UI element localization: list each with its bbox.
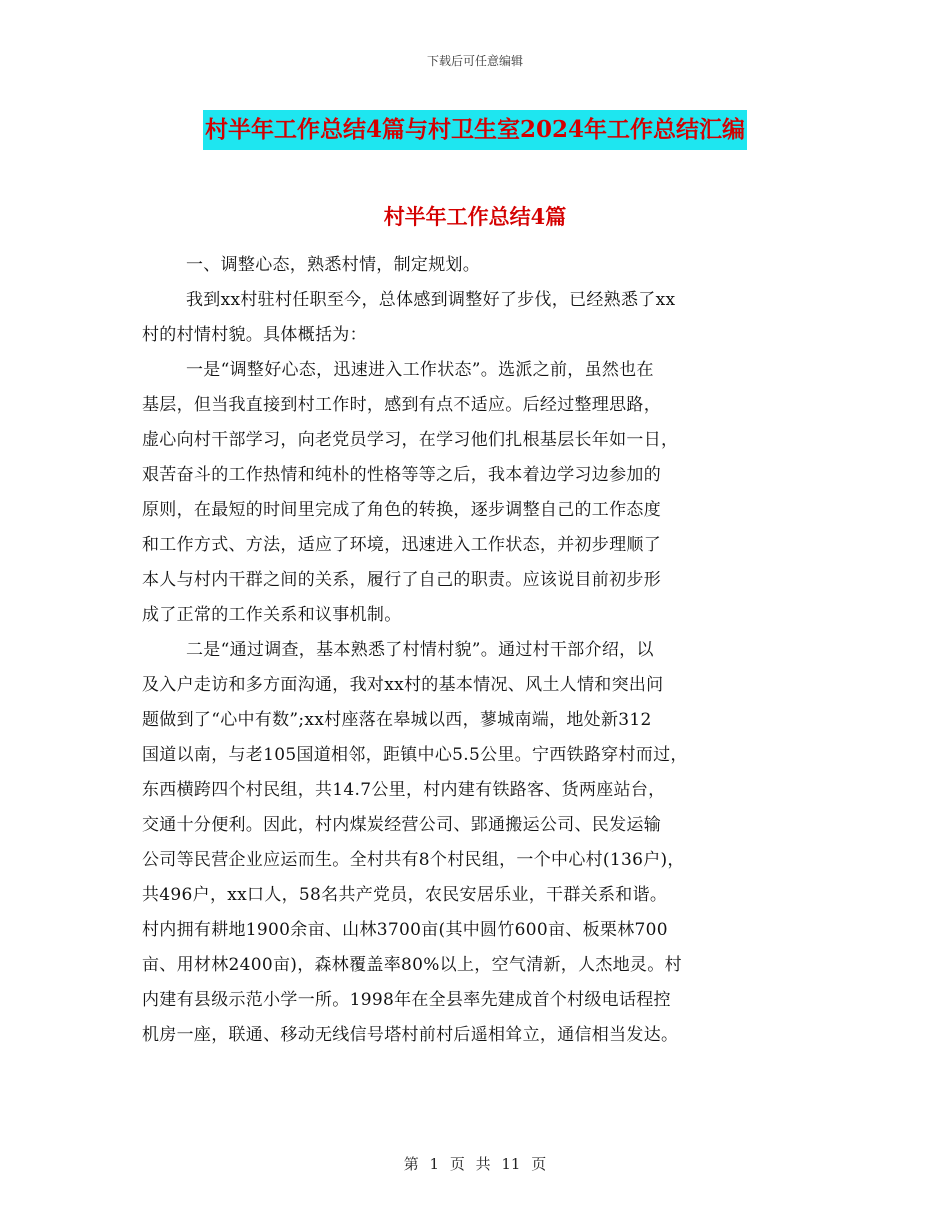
text-line: 交通十分便利。因此，村内煤炭经营公司、郢通搬运公司、民发运输 (142, 815, 661, 835)
text-line: 题做到了“心中有数”;xx村座落在皋城以西，蓼城南端，地处新312 (142, 710, 652, 730)
paragraph (142, 633, 822, 1053)
text-line: 一、调整心态，熟悉村情，制定规划。 (186, 255, 481, 275)
document-title-container (0, 110, 950, 150)
text-line: 本人与村内干群之间的关系，履行了自己的职责。应该说目前初步形 (142, 570, 661, 590)
text-line: 艰苦奋斗的工作热情和纯朴的性格等等之后，我本着边学习边参加的 (142, 465, 661, 485)
text-line: 村的村情村貌。具体概括为： (142, 325, 367, 345)
text-line: 共496户，xx口人，58名共产党员，农民安居乐业，干群关系和谐。 (142, 885, 668, 905)
text-line: 东西横跨四个村民组，共14.7公里，村内建有铁路客、货两座站台， (142, 780, 666, 800)
header-note: 下载后可任意编辑 (426, 54, 523, 68)
text-line: 和工作方式、方法，适应了环境，迅速进入工作状态，并初步理顺了 (142, 535, 661, 555)
text-line: 一是“调整好心态，迅速进入工作状态”。选派之前，虽然也在 (186, 360, 654, 380)
text-line: 内建有县级示范小学一所。1998年在全县率先建成首个村级电话程控 (142, 990, 671, 1010)
text-line: 村内拥有耕地1900余亩、山林3700亩(其中圆竹600亩、板栗林700 (142, 920, 668, 940)
text-line: 及入户走访和多方面沟通，我对xx村的基本情况、风土人情和突出问 (142, 675, 664, 695)
body-text (142, 248, 822, 1053)
text-line: 虚心向村干部学习，向老党员学习，在学习他们扎根基层长年如一日， (142, 430, 679, 450)
paragraph (142, 353, 822, 633)
section-title: 村半年工作总结4篇 (383, 204, 567, 229)
text-line: 基层，但当我直接到村工作时，感到有点不适应。后经过整理思路， (142, 395, 661, 415)
text-line: 原则，在最短的时间里完成了角色的转换，逐步调整自己的工作态度 (142, 500, 661, 520)
text-line: 公司等民营企业应运而生。全村共有8个村民组，一个中心村(136户)， (142, 850, 685, 870)
document-title: 村半年工作总结4篇与村卫生室2024年工作总结汇编 (203, 110, 747, 150)
text-line: 国道以南，与老105国道相邻，距镇中心5.5公里。宁西铁路穿村而过， (142, 745, 688, 765)
text-line: 我到xx村驻村任职至今，总体感到调整好了步伐，已经熟悉了xx (186, 290, 676, 310)
paragraph (142, 283, 822, 353)
text-line: 机房一座，联通、移动无线信号塔村前村后遥相耸立，通信相当发达。 (142, 1025, 679, 1045)
page-footer: 第 1 页 共 11 页 (403, 1155, 547, 1173)
text-line: 亩、用材林2400亩)，森林覆盖率80%以上，空气清新，人杰地灵。村 (142, 955, 682, 975)
text-line: 二是“通过调查，基本熟悉了村情村貌”。通过村干部介绍，以 (186, 640, 654, 660)
text-line: 成了正常的工作关系和议事机制。 (142, 605, 402, 625)
paragraph (142, 248, 822, 283)
